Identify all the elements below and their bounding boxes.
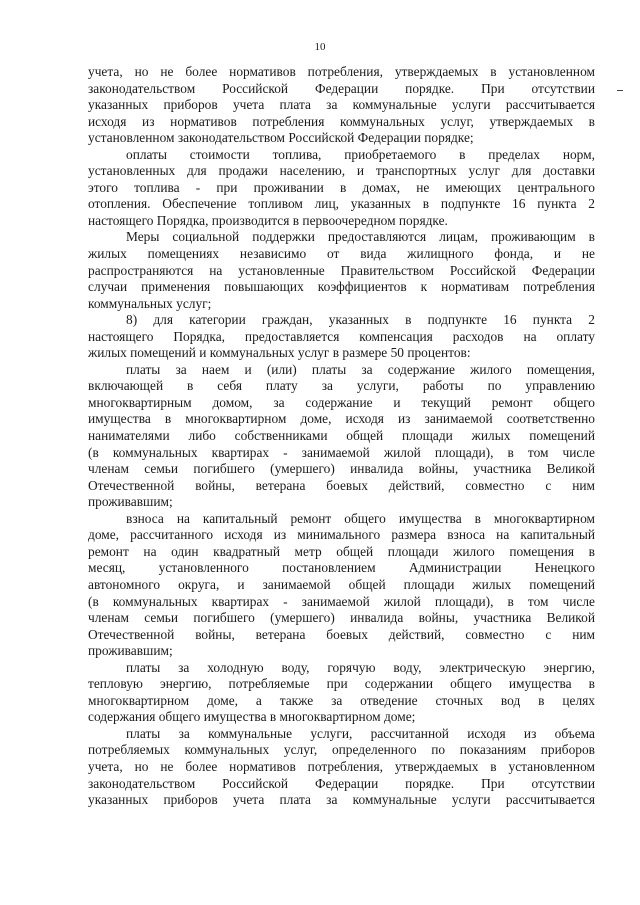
paragraph-7-line-2: тепловую энергию, потребляемые при содержании общего имущества в <box>88 676 595 692</box>
paragraph-8-line-1: платы за коммунальные услуги, рассчитанной исходя из объема <box>126 725 595 741</box>
paragraph-7-line-4: содержания общего имущества в многоквартирном доме; <box>88 709 416 725</box>
page-number: 10 <box>314 41 326 53</box>
paragraph-1-line-1: учета, но не более нормативов потребления, утверждаемых в установленном <box>88 64 595 79</box>
paragraph-2-line-1: оплаты стоимости топлива, приобретаемого в пределах норм, <box>126 146 595 162</box>
paragraph-7-line-1: платы за холодную воду, горячую воду, электрическую энергию, <box>126 659 595 675</box>
paragraph-1-line-4: исходя из нормативов потребления коммунальных услуг, утверждаемых в <box>88 113 595 129</box>
paragraph-5-line-3: многоквартирным домом, за содержание и текущий ремонт общего <box>88 394 595 410</box>
paragraph-6-line-4: месяц, установленного постановлением Администрации Ненецкого <box>88 560 595 576</box>
paragraph-2-line-4: отопления. Обеспечение топливом лиц, указанных в подпункте 16 пункта 2 <box>88 196 595 212</box>
paragraph-2-line-2: установленных для продажи населению, и транспортных услуг для доставки <box>88 163 595 179</box>
paragraph-2-line-3: этого топлива - при проживании в домах, не имеющих центрального <box>88 179 595 195</box>
paragraph-8-line-5: указанных приборов учета плата за коммунальные услуги рассчитывается <box>88 792 595 808</box>
paragraph-3-line-1: Меры социальной поддержки предоставляются лицам, проживающим в <box>126 229 595 245</box>
paragraph-3-line-3: распространяются на установленные Правительством Российской Федерации <box>88 262 595 278</box>
paragraph-4-line-2: настоящего Порядка, предоставляется компенсация расходов на оплату <box>88 328 595 344</box>
paragraph-2-line-5: настоящего Порядка, производится в первоочередном порядке. <box>88 212 448 228</box>
paragraph-6-line-7: членам семьи погибшего (умершего) инвалида войны, участника Великой <box>88 610 595 626</box>
paragraph-8-line-4: законодательством Российской Федерации порядке. При отсутствии <box>88 775 595 791</box>
paragraph-6-line-8: Отечественной войны, ветерана боевых действий, совместно с ним <box>88 626 595 642</box>
paragraph-4-line-1: 8) для категории граждан, указанных в подпункте 16 пункта 2 <box>126 312 595 328</box>
paragraph-5-line-5: нанимателями либо собственниками общей площади жилых помещений <box>88 428 595 444</box>
paragraph-5-line-4: имущества в многоквартирном доме, исходя из занимаемой соответственно <box>88 411 595 427</box>
paragraph-1-line-3: указанных приборов учета плата за коммунальные услуги рассчитывается <box>88 97 595 113</box>
paragraph-6-line-1: взноса на капитальный ремонт общего имущества в многоквартирном <box>126 510 595 526</box>
stray-mark <box>617 90 623 91</box>
paragraph-4-line-3: жилых помещений и коммунальных услуг в размере 50 процентов: <box>88 345 471 361</box>
paragraph-5-line-9: проживавшим; <box>88 494 173 510</box>
paragraph-3-line-4: случаи применения повышающих коэффициентов к нормативам потребления <box>88 279 595 295</box>
paragraph-5-line-2: включающей в себя плату за услуги, работы по управлению <box>88 378 595 394</box>
paragraph-5-line-6: (в коммунальных квартирах - занимаемой жилой площади), в том числе <box>88 444 595 460</box>
paragraph-3-line-5: коммунальных услуг; <box>88 295 212 311</box>
paragraph-3-line-2: жилых помещениях независимо от вида жилищного фонда, и не <box>88 246 595 262</box>
paragraph-6-line-6: (в коммунальных квартирах - занимаемой жилой площади), в том числе <box>88 593 595 609</box>
paragraph-5-line-7: членам семьи погибшего (умершего) инвалида войны, участника Великой <box>88 461 595 477</box>
paragraph-6-line-3: ремонт на один квадратный метр общей площади жилого помещения в <box>88 543 595 559</box>
paragraph-6-line-9: проживавшим; <box>88 643 173 659</box>
paragraph-8-line-3: учета, но не более нормативов потребления, утверждаемых в установленном <box>88 758 595 774</box>
document-body <box>88 64 595 809</box>
paragraph-1-line-2: законодательством Российской Федерации порядке. При отсутствии <box>88 80 595 96</box>
paragraph-6-line-2: доме, рассчитанного исходя из минимального размера взноса на капитальный <box>88 527 595 543</box>
paragraph-1-line-5: установленном законодательством Российской Федерации порядке; <box>88 130 474 146</box>
paragraph-6-line-5: автономного округа, и занимаемой общей площади жилых помещений <box>88 576 595 592</box>
paragraph-5-line-8: Отечественной войны, ветерана боевых действий, совместно с ним <box>88 477 595 493</box>
paragraph-7-line-3: многоквартирном доме, а также за отведение сточных вод в целях <box>88 692 595 708</box>
paragraph-5-line-1: платы за наем и (или) платы за содержание жилого помещения, <box>126 361 595 377</box>
paragraph-8-line-2: потребляемых коммунальных услуг, определенного по показаниям приборов <box>88 742 595 758</box>
